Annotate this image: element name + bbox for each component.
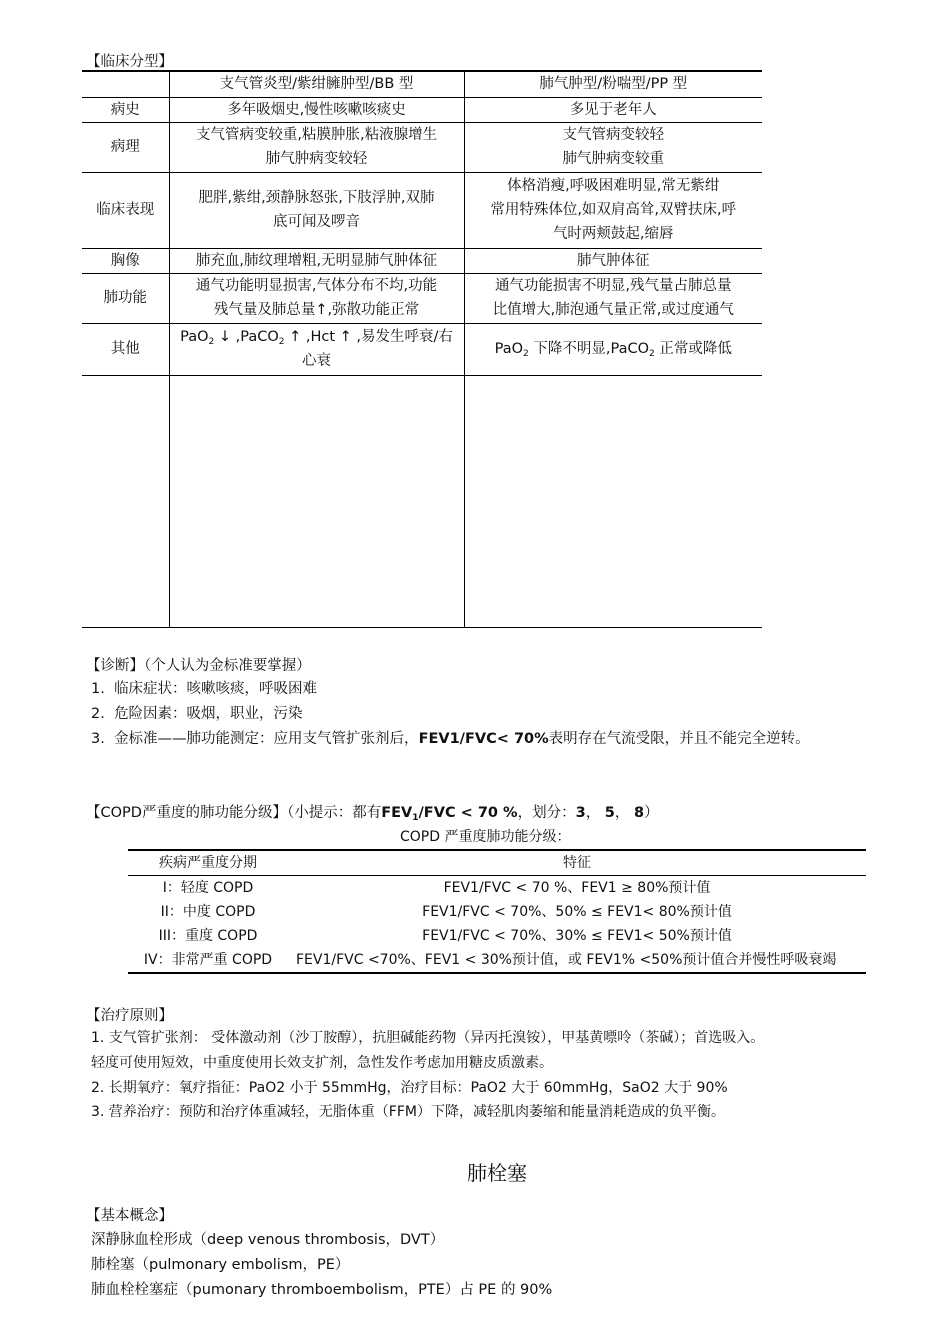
clinical-types-table xyxy=(82,70,762,628)
header-stage: 疾病严重度分期 xyxy=(128,850,288,876)
row-label: 病理 xyxy=(82,122,169,172)
header-feature: 特征 xyxy=(288,850,866,876)
diagnosis-heading: 【诊断】 xyxy=(86,658,144,674)
pe-line-pe: 肺栓塞（pulmonary embolism，PE） xyxy=(91,1257,350,1273)
row-label: 其他 xyxy=(82,323,169,375)
feature-cell: FEV1/FVC < 70 %、FEV1 ≥ 80%预计值 xyxy=(443,880,711,896)
row-label: 病史 xyxy=(82,97,169,122)
diagnosis-item-3: 3. 金标准——肺功能测定：应用支气管扩张剂后，FEV1/FVC< 70%表明存在气流受限，并且不能完全逆转。 xyxy=(91,731,810,747)
feature-cell: FEV1/FVC < 70%、30% ≤ FEV1< 50%预计值 xyxy=(422,928,732,944)
severity-heading-line: 【COPD严重度的肺功能分级】（小提示：都有$FEV_1$/FVC < 70 %，划分：3， 5， 8） xyxy=(86,805,659,823)
treatment-line-2: 轻度可使用短效，中重度使用长效支扩剂，急性发作考虑加用糖皮质激素。 xyxy=(91,1055,553,1071)
column-header-bb: 支气管炎型/紫绀臃肿型/BB 型 xyxy=(169,71,464,97)
bb-cell: 肺充血,肺纹理增粗,无明显肺气肿体征 xyxy=(169,248,464,273)
bb-cell: 通气功能明显损害,气体分布不均,功能 残气量及肺总量↑,弥散功能正常 xyxy=(169,273,464,323)
diagnosis-section xyxy=(86,654,311,675)
pe-line-dvt: 深静脉血栓形成（deep venous thrombosis，DVT） xyxy=(91,1232,445,1248)
bb-cell: PaO$_2$ ↓ ,PaCO$_2$ ↑ ,Hct ↑ ,易发生呼衰/右 心衰 xyxy=(169,323,464,375)
pp-cell: 肺气肿体征 xyxy=(464,248,762,273)
table-row xyxy=(128,900,866,924)
table-row xyxy=(128,948,866,973)
empty-cell xyxy=(169,375,464,627)
pp-cell: PaO$_2$ 下降不明显,PaCO$_2$ 正常或降低 xyxy=(464,323,762,375)
severity-heading: 【COPD严重度的肺功能分级】 xyxy=(86,805,287,821)
severity-header-row xyxy=(128,850,866,876)
corner-cell xyxy=(82,71,169,97)
pp-cell: 体格消瘦,呼吸困难明显,常无紫绀 常用特殊体位,如双肩高耸,双臂扶床,呼 气时两颊鼓起,缩唇 xyxy=(464,172,762,248)
treatment-heading: 【治疗原则】 xyxy=(86,1008,173,1024)
pe-line-pte: 肺血栓栓塞症（pumonary thromboembolism，PTE）占 PE 的 90% xyxy=(91,1282,553,1298)
table-row xyxy=(128,876,866,901)
pp-cell: 通气功能损害不明显,残气量占肺总量 比值增大,肺泡通气量正常,或过度通气 xyxy=(464,273,762,323)
table-row xyxy=(82,97,762,122)
row-label: 胸像 xyxy=(82,248,169,273)
treatment-line-3: 2. 长期氧疗：氧疗指征：PaO2 小于 55mmHg，治疗目标：PaO2 大于 60mmHg，SaO2 大于 90% xyxy=(91,1080,728,1096)
bb-cell: 肥胖,紫绀,颈静脉怒张,下肢浮肿,双肺 底可闻及啰音 xyxy=(169,172,464,248)
diagnosis-item-2: 2. 危险因素：吸烟，职业，污染 xyxy=(91,706,303,722)
pe-title: 肺栓塞 xyxy=(467,1161,527,1185)
bb-cell: 多年吸烟史,慢性咳嗽咳痰史 xyxy=(169,97,464,122)
feature-cell: FEV1/FVC <70%、FEV1 < 30%预计值，或 FEV1% <50%预计值合并慢性呼吸衰竭 xyxy=(288,948,866,973)
treatment-line-4: 3. 营养治疗：预防和治疗体重减轻，无脂体重（FFM）下降，减轻肌肉萎缩和能量消耗造成的负平衡。 xyxy=(91,1104,725,1120)
stage-cell: III：重度 COPD xyxy=(158,928,258,944)
bb-cell: 支气管病变较重,粘膜肿胀,粘液腺增生 肺气肿病变较轻 xyxy=(169,122,464,172)
empty-cell xyxy=(82,375,169,627)
table-row xyxy=(82,323,762,375)
table-row xyxy=(128,924,866,948)
clinical-types-heading: 【临床分型】 xyxy=(86,54,173,70)
empty-cell xyxy=(464,375,762,627)
fev-ratio-criterion: FEV1/FVC< 70% xyxy=(418,731,549,747)
treatment-line-1: 1. 支气管扩张剂： 受体激动剂（沙丁胺醇），抗胆碱能药物（异丙托溴铵），甲基黄嘌呤（茶碱）；首选吸入。 xyxy=(91,1030,765,1046)
table-row xyxy=(82,122,762,172)
feature-cell: FEV1/FVC < 70%、50% ≤ FEV1< 80%预计值 xyxy=(422,904,732,920)
table-row xyxy=(82,273,762,323)
column-header-pp: 肺气肿型/粉喘型/PP 型 xyxy=(464,71,762,97)
diagnosis-note: （个人认为金标准要掌握） xyxy=(144,658,311,674)
pp-cell: 多见于老年人 xyxy=(464,97,762,122)
stage-cell: IV：非常严重 COPD xyxy=(128,948,288,973)
stage-cell: II：中度 COPD xyxy=(160,904,256,920)
row-label: 临床表现 xyxy=(82,172,169,248)
empty-row xyxy=(82,375,762,627)
pp-cell: 支气管病变较轻 肺气肿病变较重 xyxy=(464,122,762,172)
table-header-row xyxy=(82,71,762,97)
diagnosis-item-1: 1. 临床症状：咳嗽咳痰，呼吸困难 xyxy=(91,681,318,697)
pe-heading: 【基本概念】 xyxy=(86,1208,173,1224)
table-row xyxy=(82,172,762,248)
table-row xyxy=(82,248,762,273)
severity-table-caption: COPD 严重度肺功能分级： xyxy=(400,829,571,845)
stage-cell: I：轻度 COPD xyxy=(162,880,254,896)
severity-table xyxy=(128,849,866,974)
row-label: 肺功能 xyxy=(82,273,169,323)
